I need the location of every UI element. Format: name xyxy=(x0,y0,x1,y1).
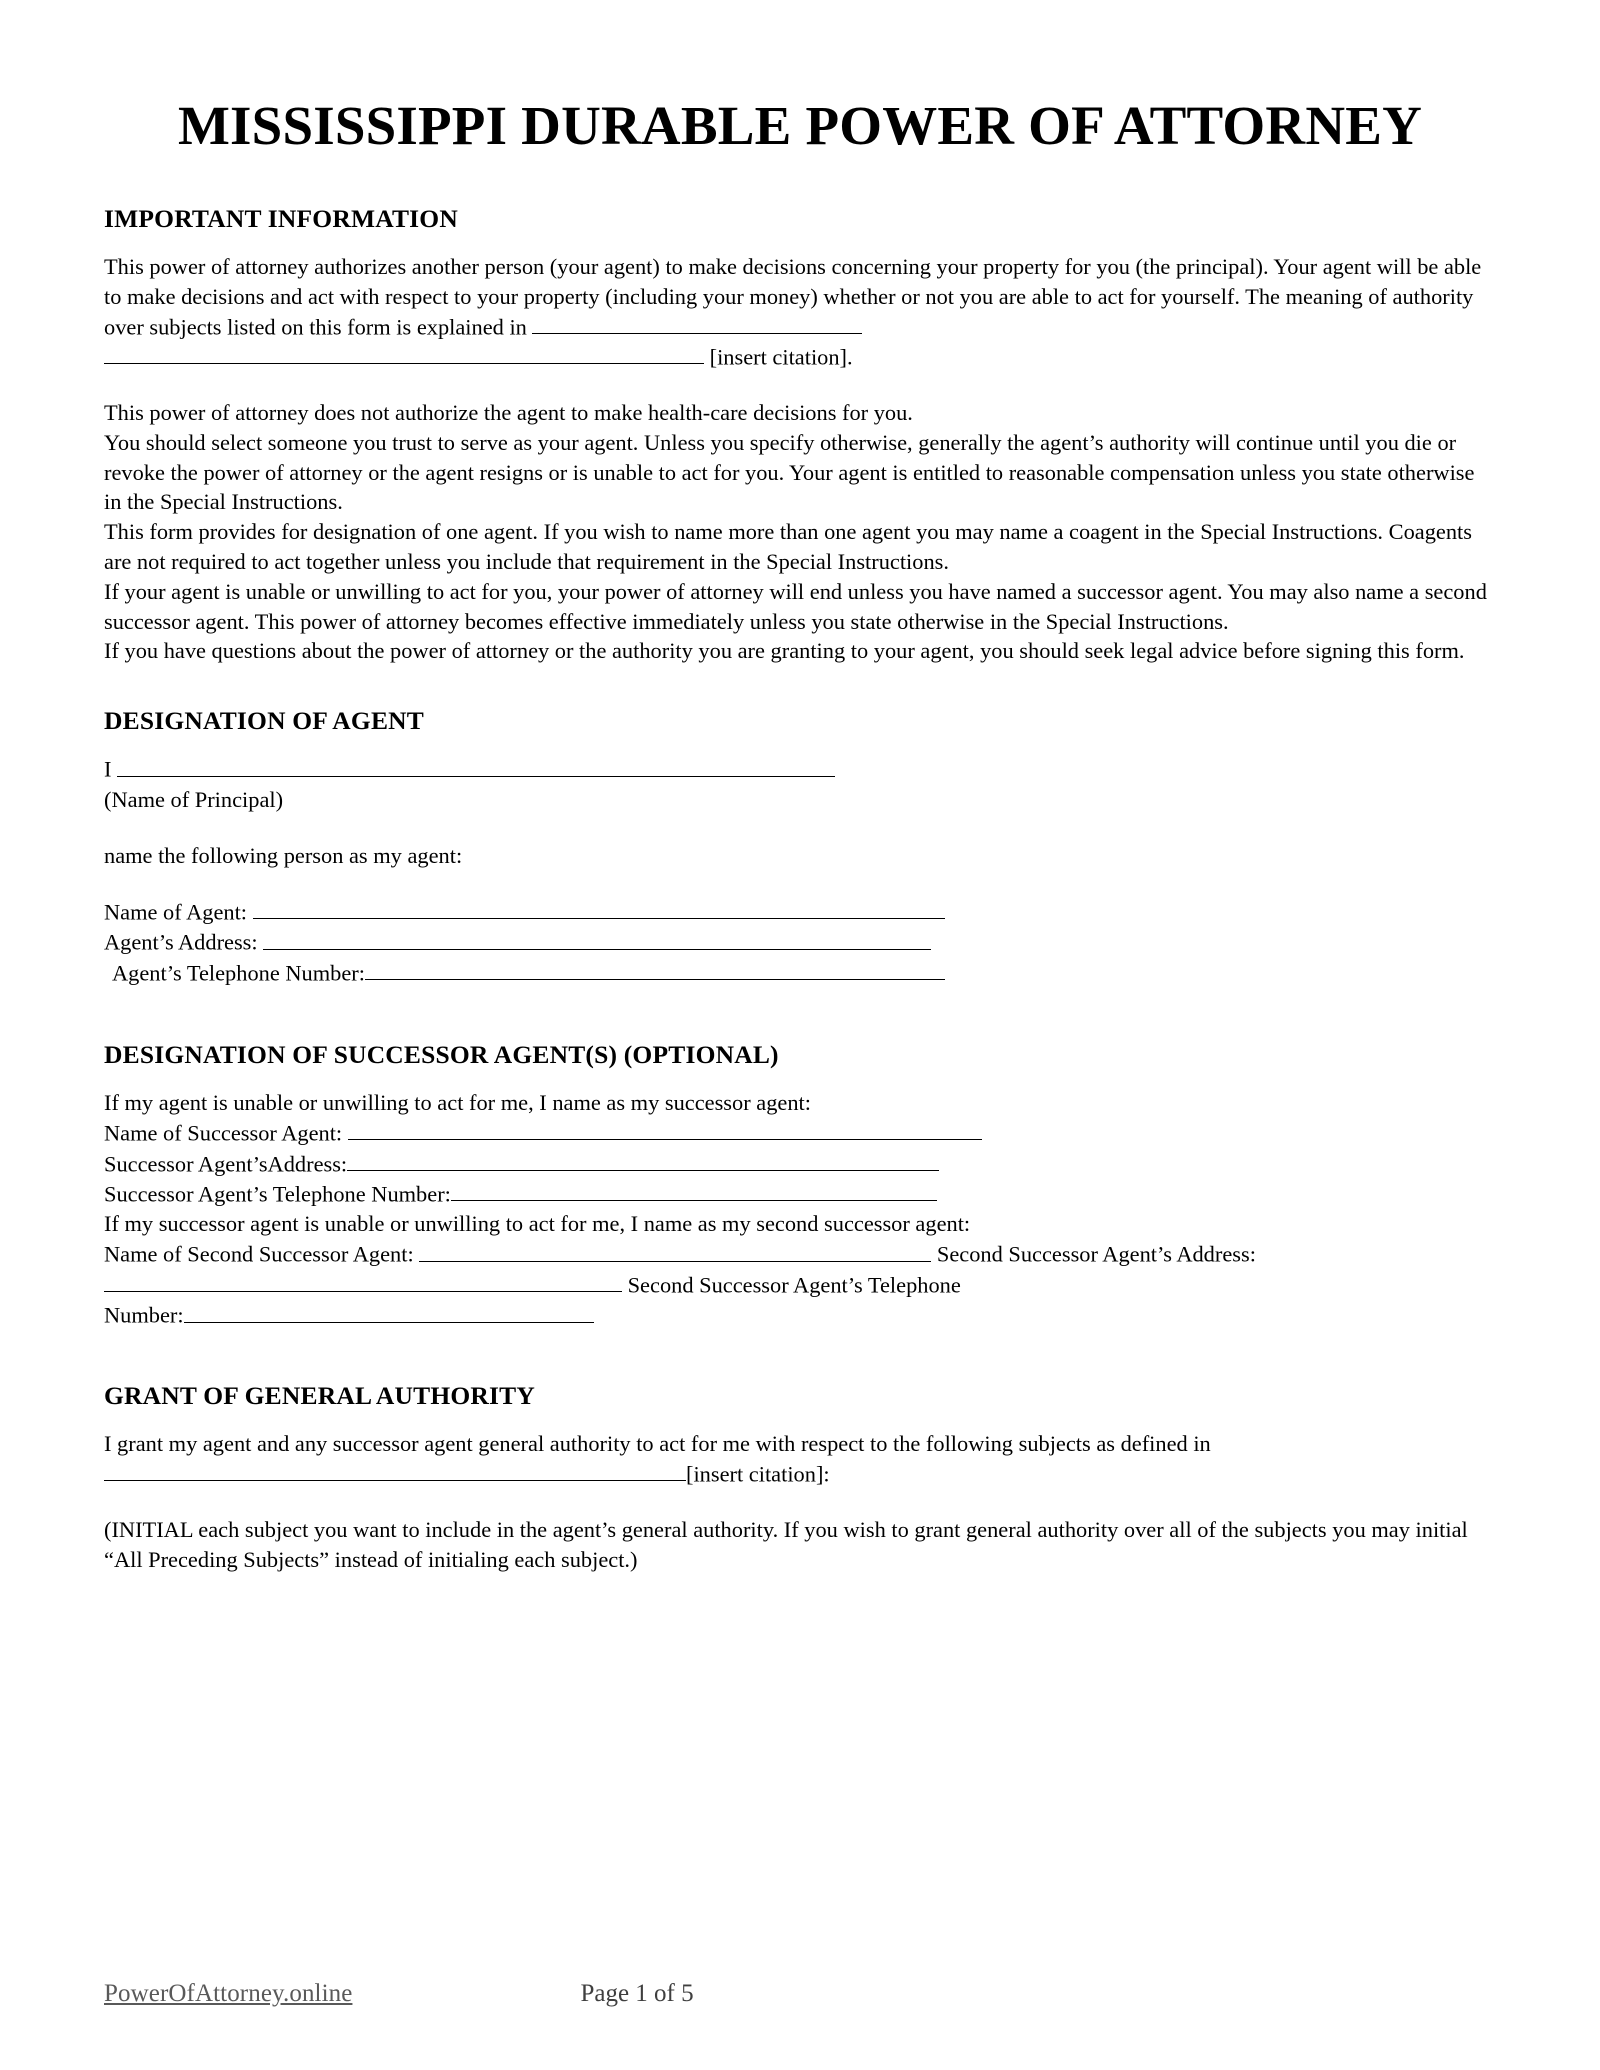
important-info-paragraph-6: If you have questions about the power of attorney or the authority you are granting to your agent, you should seek legal advice before signing this form. xyxy=(104,638,1465,664)
second-successor-name-row xyxy=(104,1239,1496,1269)
name-following-person-text: name the following person as my agent: xyxy=(104,842,463,868)
important-info-paragraph-4: This form provides for designation of one agent. If you wish to name more than one agent you may name a coagent in the Special Instructions. Coagents are not required to act together unless you include that requirement in the Special Instructions. xyxy=(104,519,1472,575)
agent-phone-label: Agent’s Telephone Number: xyxy=(112,959,365,985)
footer-brand-link[interactable]: PowerOfAttorney.online xyxy=(104,1980,353,2007)
second-successor-number-label: Number: xyxy=(104,1302,184,1328)
second-successor-name-label: Name of Second Successor Agent: xyxy=(104,1241,414,1267)
agent-address-row xyxy=(104,927,1496,957)
principal-name-row xyxy=(104,754,1496,784)
successor-phone-row xyxy=(104,1179,1496,1209)
name-of-principal-caption: (Name of Principal) xyxy=(104,786,284,812)
agent-name-row xyxy=(104,897,1496,927)
successor-name-label: Name of Successor Agent: xyxy=(104,1120,343,1146)
second-successor-address-input-line[interactable] xyxy=(104,1270,622,1292)
important-information-body xyxy=(104,252,1496,666)
section-heading-designation-of-successor-agents: DESIGNATION OF SUCCESSOR AGENT(S) (OPTIONAL) xyxy=(104,1040,779,1070)
important-info-paragraph-1 xyxy=(104,252,1496,372)
second-successor-name-input-line[interactable] xyxy=(419,1239,931,1261)
successor-name-input-line[interactable] xyxy=(348,1118,982,1140)
section-heading-designation-of-agent: DESIGNATION OF AGENT xyxy=(104,706,424,736)
grant-of-general-authority-body xyxy=(104,1429,1496,1576)
agent-name-label: Name of Agent: xyxy=(104,899,248,925)
agent-address-input-line[interactable] xyxy=(263,927,931,949)
grant-authority-paragraph-1 xyxy=(104,1429,1496,1490)
grant-authority-citation-line[interactable] xyxy=(104,1459,686,1481)
second-successor-phone-label: Second Successor Agent’s Telephone xyxy=(627,1272,961,1298)
important-info-paragraph-1-text: This power of attorney authorizes another person (your agent) to make decisions concerning your property for you (the principal). Your agent will be able to make decisions and act with respect to your property (including your money) whether or not you are able to act for yourself. The meaning of authority over subjects listed on this form is explained in xyxy=(104,254,1482,340)
important-info-paragraph-1-citation: [insert citation]. xyxy=(709,344,853,370)
designation-of-agent-body xyxy=(104,754,1496,988)
grant-authority-paragraph-2: (INITIAL each subject you want to include in the agent’s general authority. If you wish to grant general authority over all of the subjects you may initial “All Preceding Subjects” instead of initialing each subject.) xyxy=(104,1517,1468,1573)
designation-of-successor-agents-body xyxy=(104,1088,1496,1331)
important-info-paragraph-3: You should select someone you trust to serve as your agent. Unless you specify otherwise, generally the agent’s authority will continue until you die or revoke the power of attorney or the agent resigns or is unable to act for you. Your agent is entitled to reasonable compensation unless you state otherwise in the Special Instructions. xyxy=(104,429,1475,515)
second-successor-address-row xyxy=(104,1270,1496,1300)
successor-address-input-line[interactable] xyxy=(347,1149,939,1171)
footer-page-number: Page 1 of 5 xyxy=(580,1980,694,2007)
section-heading-important-information: IMPORTANT INFORMATION xyxy=(104,204,458,234)
successor-address-label: Successor Agent’sAddress: xyxy=(104,1150,348,1176)
principal-name-input-line[interactable] xyxy=(117,754,835,776)
principal-i-label: I xyxy=(104,756,112,782)
second-successor-number-input-line[interactable] xyxy=(184,1300,594,1322)
grant-authority-paragraph-1-text: I grant my agent and any successor agent general authority to act for me with respect to the following subjects as defined in xyxy=(104,1430,1211,1456)
agent-address-label: Agent’s Address: xyxy=(104,929,258,955)
successor-address-row xyxy=(104,1149,1496,1179)
successor-phone-label: Successor Agent’s Telephone Number: xyxy=(104,1181,451,1207)
agent-phone-input-line[interactable] xyxy=(365,958,945,980)
successor-intro-text: If my agent is unable or unwilling to act for me, I name as my successor agent: xyxy=(104,1090,811,1116)
page-title: MISSISSIPPI DURABLE POWER OF ATTORNEY xyxy=(177,95,1423,156)
section-heading-grant-of-general-authority: GRANT OF GENERAL AUTHORITY xyxy=(104,1380,535,1410)
second-successor-number-row xyxy=(104,1300,1496,1330)
grant-authority-citation-label: [insert citation]: xyxy=(686,1461,830,1487)
successor-phone-input-line[interactable] xyxy=(451,1179,937,1201)
important-info-paragraph-5: If your agent is unable or unwilling to act for you, your power of attorney will end unless you have named a successor agent. You may also name a second successor agent. This power of attorney becomes effective immediately unless you state otherwise in the Special Instructions. xyxy=(104,578,1487,634)
citation-blank-line-2 xyxy=(104,342,704,364)
citation-blank-line-1 xyxy=(532,312,862,334)
second-successor-address-label: Second Successor Agent’s Address: xyxy=(936,1241,1256,1267)
agent-phone-row xyxy=(104,958,1496,988)
important-info-paragraph-2: This power of attorney does not authorize the agent to make health-care decisions for you. xyxy=(104,400,913,426)
page-footer xyxy=(104,1980,1496,2008)
successor-name-row xyxy=(104,1118,1496,1148)
second-successor-intro-text: If my successor agent is unable or unwilling to act for me, I name as my second successor agent: xyxy=(104,1211,971,1237)
agent-name-input-line[interactable] xyxy=(253,897,945,919)
